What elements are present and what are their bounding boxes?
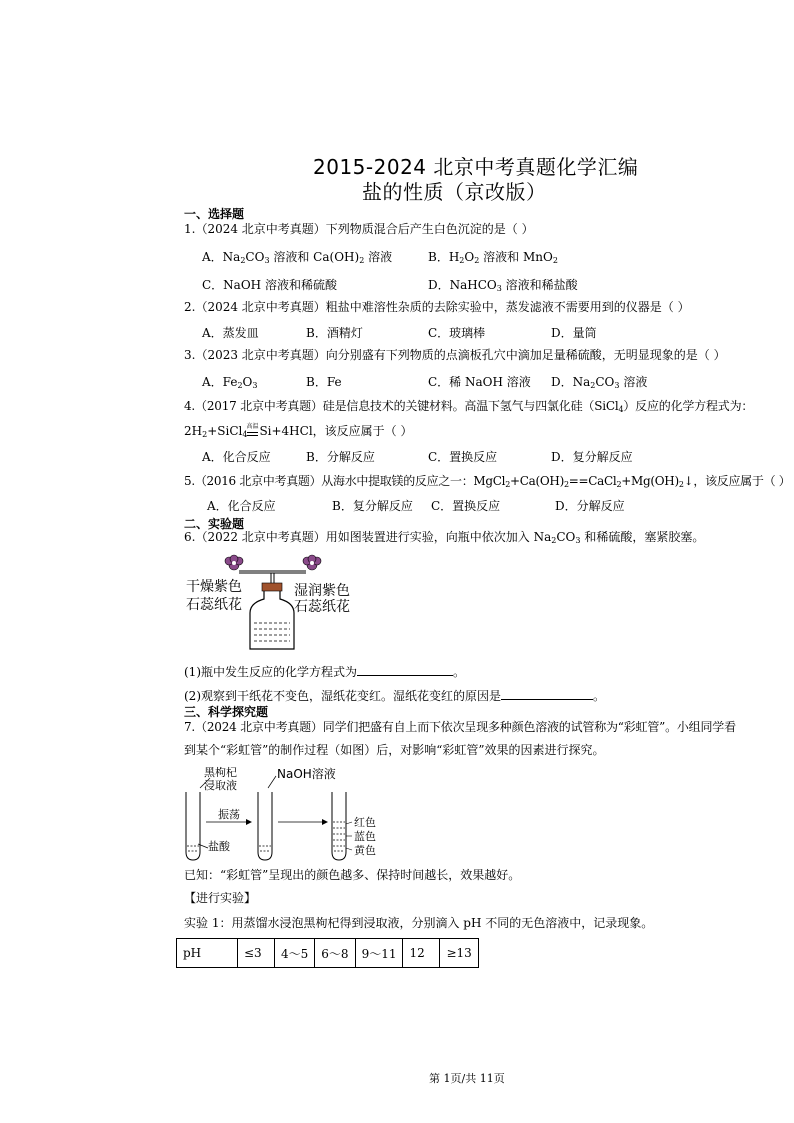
question-7-known: 已知：“彩虹管”呈现出的颜色越多、保持时间越长，效果越好。 [184,868,521,882]
wet-flower-icon [303,555,321,570]
dry-flower-icon [225,555,243,570]
question-3-stem: 3.（2023 北京中考真题）向分别盛有下列物质的点滴板孔穴中滴加足量稀硫酸，无明显现象的是（ ） [184,348,726,362]
question-7-stem-line1: 7.（2024 北京中考真题）同学们把盛有自上而下依次呈现多种颜色溶液的试管称为“彩虹管”。小组同学看 [184,720,736,734]
question-2-option-d: D．量筒 [551,326,597,340]
rainbow-tube-figure [184,764,394,864]
question-7-heading: 【进行实验】 [184,891,257,905]
table-cell: 4～5 [275,939,315,968]
table-cell: 6～8 [315,939,355,968]
question-7-stem-line2: 到某个“彩虹管”的制作过程（如图）后，对影响“彩虹管”效果的因素进行探究。 [184,743,605,757]
table-cell: ≥13 [440,939,478,968]
question-4-equation: $2H_2+SiCl_4$ 高温 Si+4HCl，该反应属于（ ） [184,424,413,442]
table-cell: pH [177,939,238,968]
question-1-option-b: B．$H_2O_2$ 溶液和 MnO$_2$ [428,250,558,265]
label-blue: 蓝色 [354,830,376,843]
table-row [177,939,479,968]
question-1-option-c: C．NaOH 溶液和稀硫酸 [202,278,337,292]
answer-blank-1[interactable] [357,675,453,676]
table-cell: ≤3 [238,939,275,968]
question-1-option-d: D．NaHCO$_3$ 溶液和稀盐酸 [428,278,578,293]
label-naoh: NaOH溶液 [277,767,336,781]
question-4-option-a: A．化合反应 [202,450,271,464]
question-2-option-b: B．酒精灯 [306,326,363,340]
question-2-stem: 2.（2024 北京中考真题）粗盐中难溶性杂质的去除实验中，蒸发滤液不需要用到的仪器是（ ） [184,300,690,314]
question-1-option-a: A．$Na_2CO_3$ 溶液和 $Ca(OH)_2$ 溶液 [202,250,393,265]
label-extract-line2: 浸取液 [204,779,237,792]
page-footer: 第 1页/共 11页 [429,1072,505,1085]
doc-title-line2: 盐的性质（京改版） [362,180,547,204]
question-2-option-a: A．蒸发皿 [202,326,259,340]
answer-blank-2[interactable] [501,699,593,700]
question-1-stem: 1.（2024 北京中考真题）下列物质混合后产生白色沉淀的是（ ） [184,222,534,236]
question-6-sub1: (1)瓶中发生反应的化学方程式为 。 [184,665,466,679]
label-shake: 振荡 [218,808,240,821]
question-2-option-c: C．玻璃棒 [428,326,486,340]
question-4-option-d: D．复分解反应 [551,450,633,464]
section-heading-experiment: 二、实验题 [184,517,245,531]
bottle-apparatus-figure [184,553,364,653]
question-7-experiment1: 实验 1：用蒸馏水浸泡黑枸杞得到浸取液，分别滴入 pH 不同的无色溶液中，记录现象。 [184,916,654,930]
label-yellow: 黄色 [354,844,376,857]
section-heading-choice: 一、选择题 [184,207,245,221]
ph-table [176,938,479,968]
table-cell: 9～11 [355,939,403,968]
question-3-option-b: B．Fe [306,375,342,389]
label-dry-flower-line2: 石蕊纸花 [186,597,242,613]
question-3-option-d: D．$Na_2CO_3$ 溶液 [551,375,648,390]
label-wet-flower-line1: 湿润紫色 [294,583,350,599]
label-red: 红色 [354,816,376,829]
label-hcl: 盐酸 [208,840,230,853]
label-dry-flower-line1: 干燥紫色 [186,579,242,595]
question-3-option-c: C．稀 NaOH 溶液 [428,375,531,389]
question-5-option-b: B．复分解反应 [332,499,413,513]
question-5-option-c: C．置换反应 [431,499,501,513]
question-5-stem: 5.（2016 北京中考真题）从海水中提取镁的反应之一：$MgCl_2+Ca(OH)_2==CaCl_2+Mg(OH)_2↓$，该反应属于（ ） [184,474,791,489]
question-4-option-c: C．置换反应 [428,450,498,464]
question-4-option-b: B．分解反应 [306,450,375,464]
question-5-option-d: D．分解反应 [555,499,625,513]
section-heading-inquiry: 三、科学探究题 [184,705,269,719]
doc-title-line1: 2015-2024 北京中考真题化学汇编 [313,155,639,179]
question-5-option-a: A．化合反应 [207,499,276,513]
question-6-sub2: (2)观察到干纸花不变色，湿纸花变红。湿纸花变红的原因是 。 [184,689,606,703]
question-3-option-a: A．$Fe_2O_3$ [202,375,258,390]
question-6-stem: 6.（2022 北京中考真题）用如图装置进行实验，向瓶中依次加入 $Na_2CO_3$ 和稀硫酸，塞紧胶塞。 [184,530,705,545]
reaction-condition: 高温 [246,422,259,430]
label-extract-line1: 黑枸杞 [204,766,237,779]
question-4-stem: 4.（2017 北京中考真题）硅是信息技术的关键材料。高温下氢气与四氯化硅（SiCl$_4$）反应的化学方程式为： [184,399,754,414]
table-cell: 12 [403,939,440,968]
label-wet-flower-line2: 石蕊纸花 [294,599,350,615]
